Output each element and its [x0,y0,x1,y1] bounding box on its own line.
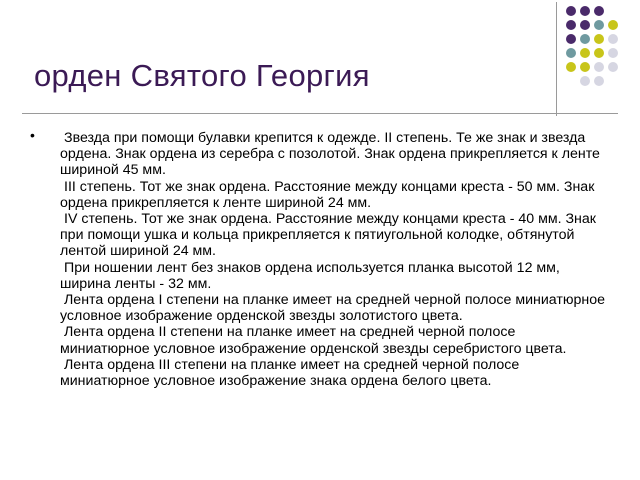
body-text [60,130,608,389]
decorative-dot [608,48,618,58]
decorative-dot [594,6,604,16]
paragraph-6: Лента ордена II степени на планке имеет на средней черной полосе миниатюрное условное изображение орденской звезды серебристого цвета. [60,324,567,357]
horizontal-divider [22,113,618,114]
decorative-dot [580,76,590,86]
decorative-dot [566,48,576,58]
paragraph-5: Лента ордена I степени на планке имеет на средней черной полосе миниатюрное условное изображение орденской звезды золотистого цвета. [60,292,609,325]
paragraph-1: Звезда при помощи булавки крепится к одежде. II степень. Те же знак и звезда ордена. Знак ордена из серебра с позолотой. Знак ордена прикрепляется к ленте шириной 45 мм. [60,130,604,179]
decorative-dot [594,62,604,72]
decorative-dot [580,20,590,30]
decorative-dot-grid [566,6,638,106]
slide-title: орден Святого Георгия [34,58,370,93]
bullet-icon: • [30,127,35,143]
decorative-dot [594,76,604,86]
decorative-dot [594,48,604,58]
decorative-dot [566,6,576,16]
decorative-dot [566,62,576,72]
paragraph-3: IV степень. Тот же знак ордена. Расстояние между концами креста - 40 мм. Знак при помощи ушка и кольца прикрепляется к пятиугольной колодке, обтянутой лентой шириной 24 мм. [60,211,600,260]
decorative-dot [580,62,590,72]
decorative-dot [594,34,604,44]
decorative-dot [580,34,590,44]
decorative-dot [580,6,590,16]
decorative-dot [594,20,604,30]
decorative-dot [608,62,618,72]
paragraph-2: III степень. Тот же знак ордена. Расстояние между концами креста - 50 мм. Знак ордена прикрепляется к ленте шириной 24 мм. [60,178,599,211]
paragraph-7: Лента ордена III степени на планке имеет на средней черной полосе миниатюрное условное изображение знака ордена белого цвета. [60,356,524,390]
decorative-dot [608,20,618,30]
decorative-dot [608,34,618,44]
vertical-divider [556,2,557,116]
decorative-dot [566,20,576,30]
decorative-dot [566,34,576,44]
decorative-dot [580,48,590,58]
paragraph-4: При ношении лент без знаков ордена используется планка высотой 12 мм, ширина ленты - 32 мм. [60,259,564,292]
